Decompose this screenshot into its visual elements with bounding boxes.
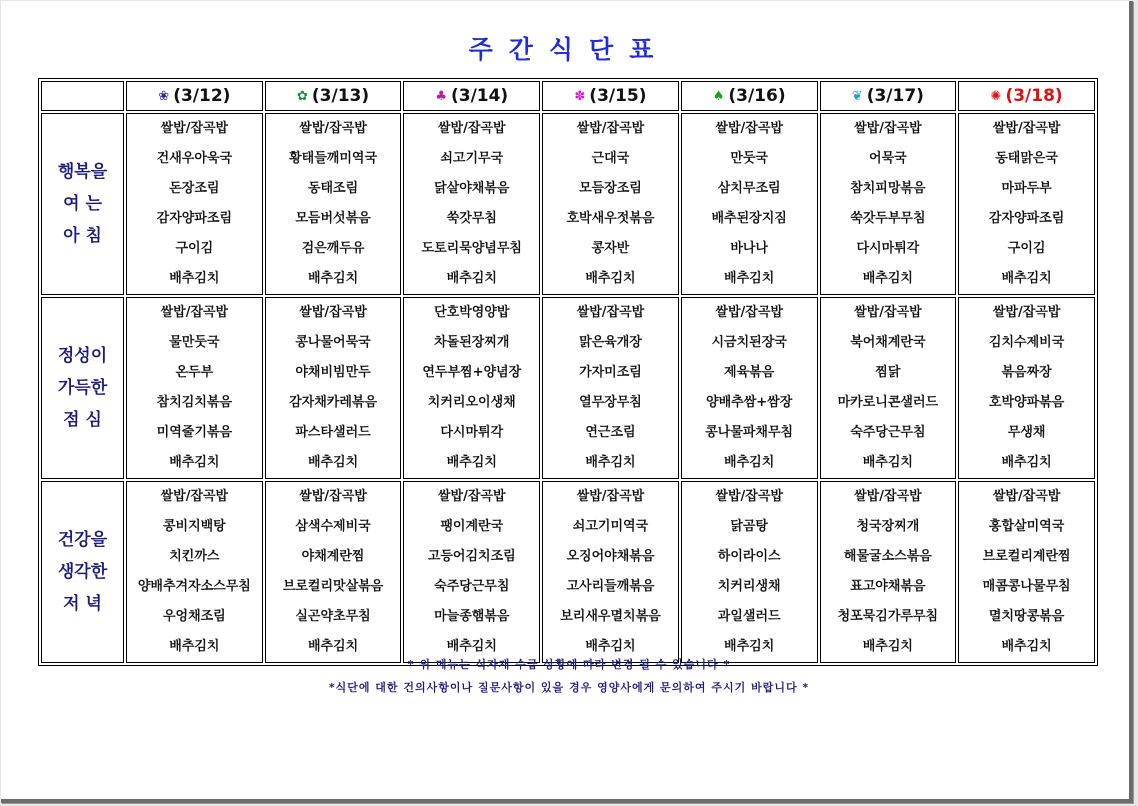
menu-cell xyxy=(403,113,540,295)
menu-item: 쌀밥/잡곡밥 xyxy=(854,121,922,136)
menu-item: 배추김치 xyxy=(585,639,636,654)
menu-item: 콩비지백탕 xyxy=(162,519,226,534)
menu-item: 콩나물파채무침 xyxy=(705,425,794,440)
menu-item: 배추김치 xyxy=(307,639,359,654)
corner-cell xyxy=(41,81,124,111)
menu-item: 건새우아욱국 xyxy=(156,151,233,166)
menu-item: 쌀밥/잡곡밥 xyxy=(437,121,506,136)
menu-item: 쇠고기미역국 xyxy=(572,519,649,534)
menu-item: 만둣국 xyxy=(730,151,768,166)
menu-item: 배추김치 xyxy=(446,639,497,654)
menu-item: 다시마튀각 xyxy=(856,241,920,256)
day-header xyxy=(681,81,818,111)
menu-cell xyxy=(958,481,1095,663)
leaf-icon: ♠ xyxy=(712,89,725,104)
menu-item: 배추김치 xyxy=(169,271,220,286)
menu-item: 청국장찌개 xyxy=(856,519,920,534)
menu-item: 고사리들깨볶음 xyxy=(566,579,655,594)
menu-cell xyxy=(542,481,679,663)
menu-item: 제육볶음 xyxy=(724,365,775,380)
menu-item: 배추된장지짐 xyxy=(711,211,787,226)
menu-cell xyxy=(681,481,818,663)
day-header xyxy=(958,81,1095,111)
menu-item: 숙주당근무침 xyxy=(434,579,510,594)
menu-cell xyxy=(126,481,263,663)
menu-item: 마파두부 xyxy=(1001,181,1052,196)
meal-row xyxy=(41,113,1095,295)
menu-item: 참치김치볶음 xyxy=(156,395,233,410)
menu-item: 쌀밥/잡곡밥 xyxy=(854,305,922,320)
meal-label-line: 행복을 xyxy=(57,162,108,182)
sprout-icon: ❦ xyxy=(851,89,863,104)
menu-cell xyxy=(265,113,402,295)
menu-item: 콩자반 xyxy=(591,241,630,256)
menu-item: 배추김치 xyxy=(1001,271,1052,286)
menu-item: 배추김치 xyxy=(724,271,775,286)
menu-item: 배추김치 xyxy=(724,455,775,470)
menu-item: 감자양파조림 xyxy=(988,211,1065,226)
menu-item: 파스타샐러드 xyxy=(295,425,371,440)
menu-item: 멸치땅콩볶음 xyxy=(988,609,1065,624)
menu-item: 배추김치 xyxy=(1001,639,1052,654)
day-header xyxy=(265,81,402,111)
menu-item: 쑥갓두부무침 xyxy=(850,211,926,226)
menu-item: 배추김치 xyxy=(862,639,913,654)
menu-item: 황태들깨미역국 xyxy=(289,151,377,166)
menu-item: 쌀밥/잡곡밥 xyxy=(715,489,783,504)
menu-item: 쌀밥/잡곡밥 xyxy=(715,121,783,136)
menu-item: 김치수제비국 xyxy=(988,335,1065,350)
menu-item: 숙주당근무침 xyxy=(850,425,926,440)
menu-item: 쌀밥/잡곡밥 xyxy=(576,305,645,320)
menu-item: 하이라이스 xyxy=(717,549,781,564)
page-title: 주간식단표 xyxy=(468,35,670,64)
menu-item: 쌀밥/잡곡밥 xyxy=(576,121,645,136)
menu-item: 구이김 xyxy=(1007,241,1046,256)
menu-item: 쌀밥/잡곡밥 xyxy=(160,305,229,320)
menu-item: 야채비빔만두 xyxy=(295,365,371,380)
menu-item: 맑은육개장 xyxy=(579,335,642,350)
menu-cell xyxy=(265,481,402,663)
menu-item: 배추김치 xyxy=(585,455,636,470)
menu-cell xyxy=(403,297,540,479)
menu-item: 마카로니콘샐러드 xyxy=(837,395,939,410)
day-label: (3/13) xyxy=(311,86,370,106)
inquiry-notice: *식단에 대한 건의사항이나 질문사항이 있을 경우 영양사에게 문의하여 주시기 바랍니다 * xyxy=(328,681,810,694)
menu-item: 쌀밥/잡곡밥 xyxy=(992,489,1061,504)
menu-item: 배추김치 xyxy=(169,639,220,654)
sheep-icon: ❀ xyxy=(158,89,170,104)
day-label: (3/12) xyxy=(173,86,231,106)
present-icon: ✽ xyxy=(574,89,586,104)
menu-item: 미역줄기볶음 xyxy=(156,425,233,440)
menu-item: 볶음짜장 xyxy=(1001,365,1052,380)
menu-item: 마늘종햄볶음 xyxy=(434,609,510,624)
menu-item: 연두부찜+양념장 xyxy=(422,365,522,380)
menu-cell xyxy=(958,113,1095,295)
day-label: (3/14) xyxy=(450,86,509,106)
day-header xyxy=(542,81,679,111)
day-header xyxy=(820,81,957,111)
meal-label-line: 생각한 xyxy=(57,562,108,582)
menu-item: 과일샐러드 xyxy=(717,609,781,624)
menu-item: 감자양파조림 xyxy=(156,211,233,226)
menu-item: 치커리생채 xyxy=(717,579,781,594)
menu-item: 단호박영양밥 xyxy=(434,305,510,320)
menu-item: 온두부 xyxy=(175,365,214,380)
menu-item: 삼치무조림 xyxy=(717,181,781,196)
menu-item: 배추김치 xyxy=(307,271,359,286)
menu-cell xyxy=(542,113,679,295)
day-header xyxy=(126,81,263,111)
menu-item: 야채계란찜 xyxy=(301,549,365,564)
menu-cell xyxy=(265,297,402,479)
meal-label-line: 저 녁 xyxy=(63,594,102,614)
menu-item: 브로컬리맛살볶음 xyxy=(282,579,384,594)
menu-cell xyxy=(681,297,818,479)
menu-item: 근대국 xyxy=(591,151,630,166)
menu-item: 배추김치 xyxy=(307,455,359,470)
menu-item: 배추김치 xyxy=(446,455,497,470)
menu-item: 삼색수제비국 xyxy=(295,519,371,534)
day-header xyxy=(403,81,540,111)
menu-item: 매콤콩나물무침 xyxy=(982,579,1071,594)
menu-item: 구이김 xyxy=(175,241,214,256)
menu-item: 어묵국 xyxy=(869,151,907,166)
menu-item: 치커리오이생채 xyxy=(427,395,516,410)
menu-item: 콩나물어묵국 xyxy=(295,335,371,350)
menu-item: 보리새우멸치볶음 xyxy=(560,609,661,624)
menu-item: 바나나 xyxy=(730,241,768,256)
menu-item: 쌀밥/잡곡밥 xyxy=(992,305,1061,320)
menu-item: 찜닭 xyxy=(875,365,901,380)
menu-item: 배추김치 xyxy=(585,271,636,286)
menu-item: 해물굴소스볶음 xyxy=(843,549,932,564)
menu-item: 물만둣국 xyxy=(169,335,220,350)
meal-label xyxy=(41,481,124,663)
weekly-menu-table xyxy=(38,78,1098,666)
plant-icon: ✿ xyxy=(296,89,308,104)
menu-item: 배추김치 xyxy=(169,455,220,470)
day-label: (3/16) xyxy=(728,86,786,106)
menu-item: 무생채 xyxy=(1007,425,1046,440)
menu-item: 도토리묵양념무침 xyxy=(421,241,522,256)
menu-item: 열무장무침 xyxy=(579,395,642,410)
menu-item: 돈장조림 xyxy=(169,181,220,196)
menu-item: 쌀밥/잡곡밥 xyxy=(576,489,645,504)
menu-item: 참치피망볶음 xyxy=(850,181,926,196)
menu-item: 검은깨두유 xyxy=(301,241,365,256)
menu-item: 쇠고기무국 xyxy=(440,151,504,166)
menu-item: 배추김치 xyxy=(446,271,497,286)
menu-item: 호박양파볶음 xyxy=(988,395,1065,410)
menu-item: 동태맑은국 xyxy=(995,151,1058,166)
menu-item: 양배추겨자소스무침 xyxy=(137,579,251,594)
meal-label-line: 정성이 xyxy=(57,346,108,366)
menu-item: 쌀밥/잡곡밥 xyxy=(160,121,229,136)
menu-item: 우엉채조림 xyxy=(162,609,226,624)
menu-item: 배추김치 xyxy=(862,455,913,470)
menu-cell xyxy=(681,113,818,295)
menu-cell xyxy=(126,297,263,479)
menu-item: 닭살야채볶음 xyxy=(434,181,510,196)
menu-item: 쌀밥/잡곡밥 xyxy=(299,489,367,504)
sun-icon: ✺ xyxy=(990,89,1002,104)
meal-label-line: 여 는 xyxy=(63,194,102,214)
menu-item: 실곤약초무침 xyxy=(295,609,371,624)
menu-cell xyxy=(958,297,1095,479)
menu-item: 모듬장조림 xyxy=(579,181,642,196)
menu-item: 쌀밥/잡곡밥 xyxy=(715,305,783,320)
menu-item: 모듬버섯볶음 xyxy=(295,211,371,226)
menu-item: 브로컬리계란찜 xyxy=(982,549,1071,564)
day-label: (3/17) xyxy=(866,86,924,106)
day-label: (3/18) xyxy=(1005,86,1063,106)
menu-item: 배추김치 xyxy=(1001,455,1052,470)
menu-item: 쌀밥/잡곡밥 xyxy=(299,121,367,136)
menu-item: 시금치된장국 xyxy=(711,335,787,350)
menu-item: 연근조림 xyxy=(585,425,636,440)
menu-item: 치킨까스 xyxy=(169,549,220,564)
menu-item: 쌀밥/잡곡밥 xyxy=(437,489,506,504)
menu-item: 배추김치 xyxy=(724,639,775,654)
menu-item: 홍합살미역국 xyxy=(988,519,1065,534)
meal-label xyxy=(41,113,124,295)
menu-cell xyxy=(820,481,957,663)
meal-label xyxy=(41,297,124,479)
menu-cell xyxy=(820,113,957,295)
meal-row xyxy=(41,481,1095,663)
day-label: (3/15) xyxy=(589,86,647,106)
menu-item: 닭곰탕 xyxy=(730,519,768,534)
menu-cell xyxy=(403,481,540,663)
header-row xyxy=(41,81,1095,111)
meal-label-line: 아 침 xyxy=(63,226,102,246)
menu-item: 쑥갓무침 xyxy=(446,211,497,226)
menu-item: 표고야채볶음 xyxy=(850,579,926,594)
menu-item: 호박새우젓볶음 xyxy=(566,211,655,226)
menu-item: 감자채카레볶음 xyxy=(289,395,377,410)
menu-item: 고등어김치조림 xyxy=(427,549,516,564)
menu-item: 차돌된장찌개 xyxy=(434,335,510,350)
menu-item: 동태조림 xyxy=(307,181,359,196)
menu-item: 양배추쌈+쌈장 xyxy=(706,395,793,410)
menu-item: 오징어야채볶음 xyxy=(566,549,655,564)
menu-item: 다시마튀각 xyxy=(440,425,504,440)
menu-cell xyxy=(542,297,679,479)
meal-label-line: 점 심 xyxy=(63,410,102,430)
menu-item: 쌀밥/잡곡밥 xyxy=(160,489,229,504)
menu-cell xyxy=(126,113,263,295)
flower-icon: ♣ xyxy=(435,89,447,104)
menu-cell xyxy=(820,297,957,479)
menu-item: 쌀밥/잡곡밥 xyxy=(854,489,922,504)
meal-label-line: 건강을 xyxy=(57,530,108,550)
menu-item: 북어채계란국 xyxy=(850,335,926,350)
menu-item: 팽이계란국 xyxy=(440,519,504,534)
menu-item: 배추김치 xyxy=(862,271,913,286)
menu-item: 쌀밥/잡곡밥 xyxy=(299,305,367,320)
menu-item: 청포묵김가루무침 xyxy=(837,609,939,624)
meal-label-line: 가득한 xyxy=(57,378,108,398)
change-notice: * 위 메뉴는 식자재 수급 상황에 따라 변경 될 수 있습니다 * xyxy=(407,658,731,671)
meal-row xyxy=(41,297,1095,479)
menu-item: 가자미조림 xyxy=(579,365,642,380)
menu-item: 쌀밥/잡곡밥 xyxy=(992,121,1061,136)
